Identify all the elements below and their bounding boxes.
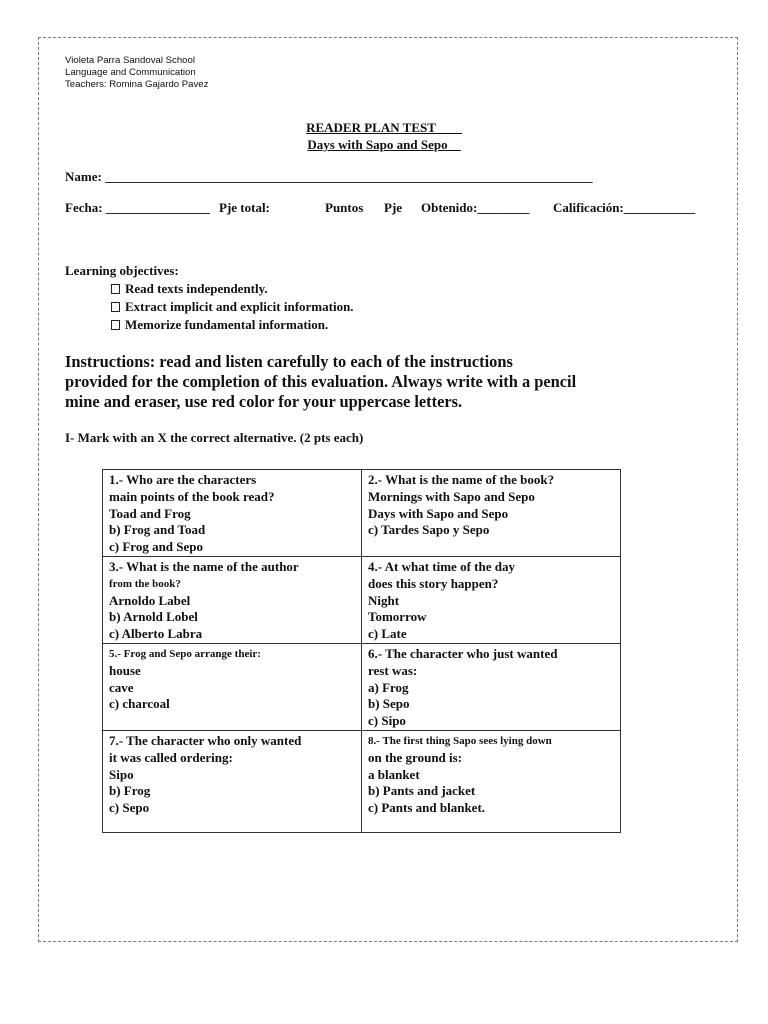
answer-option[interactable]: a) Frog [368, 679, 409, 695]
questions-table [102, 469, 621, 833]
instructions-line: Instructions: read and listen carefully to each of the instructions [65, 352, 513, 371]
answer-option[interactable]: b) Frog and Toad [109, 522, 206, 538]
checkbox-icon [111, 284, 120, 294]
question-cell[interactable] [362, 643, 621, 730]
answer-option[interactable]: c) charcoal [109, 696, 170, 712]
question-text: 4.- At what time of the day [368, 558, 515, 574]
book-title: Days with Sapo and Sepo__ [307, 137, 461, 152]
answer-option[interactable]: b) Pants and jacket [368, 783, 476, 799]
instructions-line: provided for the completion of this evaluation. Always write with a pencil [65, 372, 577, 391]
question-text: 2.- What is the name of the book? [368, 472, 555, 487]
question-cell[interactable] [362, 556, 621, 643]
answer-option[interactable]: house [109, 662, 141, 678]
answer-option[interactable]: Days with Sapo and Sepo [368, 505, 509, 521]
subject-name: Language and Communication [65, 67, 196, 78]
answer-option[interactable]: cave [109, 679, 134, 695]
pje-label: Pje [384, 200, 403, 215]
checkbox-icon [111, 302, 120, 312]
pje-total-label: Pje total: [219, 200, 270, 215]
fecha-field[interactable] [65, 200, 210, 216]
section-heading: I- Mark with an X the correct alternative. (2 pts each) [65, 430, 364, 445]
fecha-line[interactable]: ________________ [105, 200, 210, 215]
name-line[interactable]: ___________________________________________________________________________ [105, 169, 593, 184]
learning-objectives [65, 262, 354, 334]
objective-item: Memorize fundamental information. [65, 316, 354, 334]
answer-option[interactable]: c) Alberto Labra [109, 626, 203, 642]
objective-item: Extract implicit and explicit information. [65, 298, 354, 316]
answer-option[interactable]: c) Frog and Sepo [109, 539, 204, 555]
question-text: it was called ordering: [109, 749, 233, 765]
question-text: from the book? [109, 577, 181, 590]
answer-option[interactable]: b) Arnold Lobel [109, 609, 198, 625]
answer-option[interactable]: a blanket [368, 766, 420, 782]
answer-option[interactable]: Arnoldo Label [109, 592, 191, 608]
answer-option[interactable]: Toad and Frog [109, 505, 191, 521]
answer-option[interactable]: c) Pants and blanket. [368, 800, 486, 816]
question-text: 5.- Frog and Sepo arrange their: [109, 647, 261, 660]
school-header [65, 55, 208, 91]
question-text: rest was: [368, 662, 418, 678]
question-text: main points of the book read? [109, 488, 275, 504]
question-cell[interactable] [103, 643, 362, 730]
answer-option[interactable]: c) Late [368, 626, 407, 642]
teachers-name: Teachers: Romina Gajardo Pavez [65, 79, 209, 90]
question-text: 3.- What is the name of the author [109, 558, 299, 574]
answer-option[interactable]: Mornings with Sapo and Sepo [368, 488, 535, 504]
answer-option[interactable]: Tomorrow [368, 609, 427, 625]
puntos-label: Puntos [325, 200, 364, 215]
name-label: Name: [65, 169, 102, 184]
answer-option[interactable]: Sipo [109, 766, 134, 782]
question-text: 6.- The character who just wanted [368, 645, 558, 661]
test-title: READER PLAN TEST____ [306, 120, 462, 135]
question-cell[interactable] [103, 470, 362, 557]
objective-item: Read texts independently. [65, 280, 354, 298]
question-cell[interactable] [362, 470, 621, 557]
question-cell[interactable] [103, 730, 362, 832]
fecha-label: Fecha: [65, 200, 103, 215]
school-name: Violeta Parra Sandoval School [65, 55, 195, 66]
instructions-line: mine and eraser, use red color for your uppercase letters. [65, 392, 463, 411]
question-cell[interactable] [362, 730, 621, 832]
obtenido-field[interactable]: Obtenido:________ [421, 200, 530, 215]
question-text: on the ground is: [368, 749, 463, 765]
answer-option[interactable]: c) Tardes Sapo y Sepo [368, 522, 490, 538]
question-text: 8.- The first thing Sapo sees lying down [368, 734, 552, 747]
question-text: does this story happen? [368, 575, 499, 591]
answer-option[interactable]: Night [368, 592, 400, 608]
question-cell[interactable] [103, 556, 362, 643]
instructions [65, 352, 625, 412]
answer-option[interactable]: b) Sepo [368, 696, 410, 712]
calificacion-field[interactable]: Calificación:___________ [553, 200, 696, 215]
answer-option[interactable]: b) Frog [109, 783, 151, 799]
answer-option[interactable]: c) Sipo [368, 713, 406, 729]
question-text: 1.- Who are the characters [109, 472, 257, 487]
checkbox-icon [111, 320, 120, 330]
question-text: 7.- The character who only wanted [109, 732, 302, 748]
objectives-heading: Learning objectives: [65, 263, 179, 278]
answer-option[interactable]: c) Sepo [109, 800, 150, 816]
name-field[interactable] [65, 169, 593, 185]
